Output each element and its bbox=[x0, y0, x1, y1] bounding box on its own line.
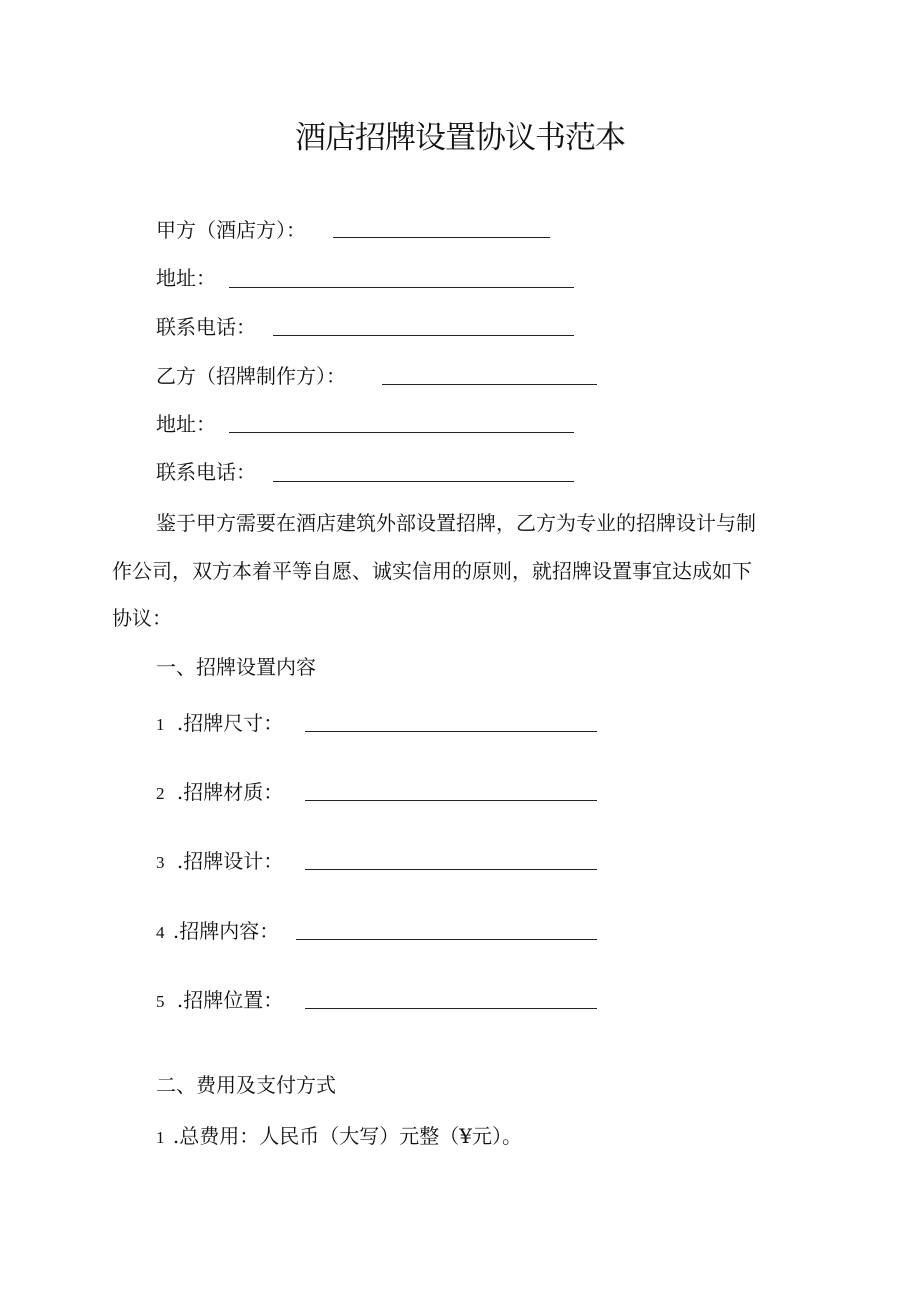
sign-location-field[interactable] bbox=[305, 1008, 597, 1009]
preamble-line-2: 作公司，双方本着平等自愿、诚实信用的原则，就招牌设置事宜达成如下 bbox=[112, 559, 752, 583]
item-number: 4 bbox=[156, 923, 165, 942]
party-a-phone-field[interactable] bbox=[273, 335, 574, 336]
section-2-item-1 bbox=[156, 1122, 522, 1152]
party-b-name-field[interactable] bbox=[382, 384, 597, 385]
party-a-address-label: 地址： bbox=[156, 266, 216, 290]
sign-material-field[interactable] bbox=[305, 800, 597, 801]
preamble-line-1: 鉴于甲方需要在酒店建筑外部设置招牌，乙方为专业的招牌设计与制 bbox=[156, 511, 756, 535]
item-label: .总费用：人民币（大写）元整（¥元）。 bbox=[172, 1124, 522, 1148]
item-label: .招牌设计： bbox=[176, 849, 284, 873]
party-b-address-field[interactable] bbox=[229, 432, 574, 433]
section-1-item-5 bbox=[156, 986, 283, 1016]
party-a-label: 甲方（酒店方）： bbox=[156, 218, 306, 242]
item-number: 5 bbox=[156, 992, 165, 1011]
sign-size-field[interactable] bbox=[305, 731, 597, 732]
party-b-label: 乙方（招牌制作方）： bbox=[156, 364, 346, 388]
section-1-item-3 bbox=[156, 847, 283, 877]
section-1-item-4 bbox=[156, 917, 279, 947]
item-label: .招牌尺寸： bbox=[176, 711, 284, 735]
sign-design-field[interactable] bbox=[305, 869, 597, 870]
item-label: .招牌材质： bbox=[176, 780, 284, 804]
party-b-phone-field[interactable] bbox=[273, 481, 574, 482]
section-1-heading: 一、招牌设置内容 bbox=[156, 655, 316, 679]
item-number: 1 bbox=[156, 715, 165, 734]
party-a-phone-label: 联系电话： bbox=[156, 315, 256, 339]
section-1-item-2 bbox=[156, 778, 283, 808]
section-1-item-1 bbox=[156, 709, 283, 739]
document-title: 酒店招牌设置协议书范本 bbox=[295, 120, 625, 156]
item-number: 2 bbox=[156, 784, 165, 803]
item-label: .招牌位置： bbox=[176, 988, 284, 1012]
item-number: 3 bbox=[156, 853, 165, 872]
item-number: 1 bbox=[156, 1128, 165, 1147]
item-label: .招牌内容： bbox=[172, 919, 280, 943]
sign-content-field[interactable] bbox=[296, 939, 597, 940]
party-a-name-field[interactable] bbox=[333, 237, 550, 238]
party-b-phone-label: 联系电话： bbox=[156, 460, 256, 484]
party-b-address-label: 地址： bbox=[156, 412, 216, 436]
preamble-line-3: 协议： bbox=[112, 606, 172, 630]
party-a-address-field[interactable] bbox=[229, 287, 574, 288]
section-2-heading: 二、费用及支付方式 bbox=[156, 1073, 336, 1097]
